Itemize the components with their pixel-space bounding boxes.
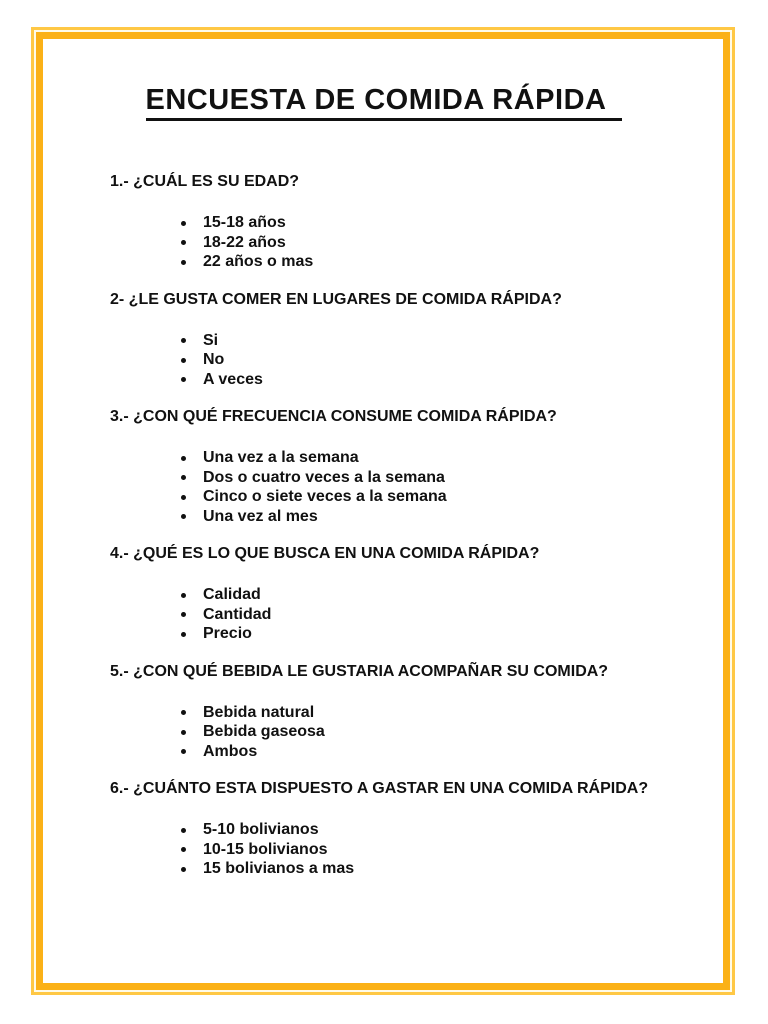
option-item <box>110 859 658 879</box>
question-label: 6.- ¿CUÁNTO ESTA DISPUESTO A GASTAR EN UNA COMIDA RÁPIDA? <box>110 780 649 797</box>
option-label: A veces <box>203 370 263 388</box>
bullet-icon <box>181 456 186 461</box>
option-label: Cantidad <box>203 605 272 623</box>
option-item <box>110 507 658 527</box>
option-label: 15-18 años <box>203 214 286 231</box>
question-block <box>110 405 658 526</box>
option-item <box>110 213 658 233</box>
bullet-icon <box>181 632 186 637</box>
option-label: Una vez a la semana <box>203 449 359 466</box>
option-item <box>110 585 658 605</box>
question-block <box>110 170 658 272</box>
option-label: 10-15 bolivianos <box>203 840 328 858</box>
option-list <box>110 448 658 526</box>
bullet-icon <box>181 495 186 500</box>
bullet-icon <box>181 593 186 598</box>
option-label: Ambos <box>203 742 258 760</box>
option-item <box>110 350 658 370</box>
option-item <box>110 468 658 488</box>
option-label: 5-10 bolivianos <box>203 821 319 838</box>
option-item <box>110 370 658 390</box>
option-item <box>110 703 658 723</box>
question-block <box>110 288 658 390</box>
option-label: 22 años o mas <box>203 253 314 270</box>
option-label: Precio <box>203 625 252 642</box>
question-block <box>110 542 658 644</box>
bullet-icon <box>181 867 186 872</box>
option-list <box>110 703 658 762</box>
option-label: No <box>203 351 225 368</box>
option-list <box>110 331 658 390</box>
option-item <box>110 331 658 351</box>
option-label: Una vez al mes <box>203 507 318 525</box>
option-label: Dos o cuatro veces a la semana <box>203 468 445 486</box>
bullet-icon <box>181 612 186 617</box>
question-label: 4.- ¿QUÉ ES LO QUE BUSCA EN UNA COMIDA RÁPIDA? <box>110 545 540 562</box>
option-label: Bebida natural <box>203 703 315 721</box>
option-item <box>110 605 658 625</box>
bullet-icon <box>181 514 186 519</box>
question-list <box>110 170 658 879</box>
bullet-icon <box>181 475 186 480</box>
option-item <box>110 448 658 468</box>
bullet-icon <box>181 221 186 226</box>
option-label: 18-22 años <box>203 233 286 251</box>
option-list <box>110 213 658 272</box>
option-item <box>110 722 658 742</box>
option-item <box>110 624 658 644</box>
question-label: 3.- ¿CON QUÉ FRECUENCIA CONSUME COMIDA RÁPIDA? <box>110 408 557 425</box>
bullet-icon <box>181 730 186 735</box>
question-block <box>110 660 658 762</box>
option-item <box>110 252 658 272</box>
option-item <box>110 840 658 860</box>
option-label: Bebida gaseosa <box>203 723 325 740</box>
question-label: 5.- ¿CON QUÉ BEBIDA LE GUSTARIA ACOMPAÑAR SU COMIDA? <box>110 662 609 680</box>
option-list <box>110 585 658 644</box>
question-block <box>110 777 658 879</box>
bullet-icon <box>181 260 186 265</box>
option-item <box>110 820 658 840</box>
option-label: Si <box>203 331 219 349</box>
bullet-icon <box>181 338 186 343</box>
option-label: Cinco o siete veces a la semana <box>203 488 447 505</box>
page-title: ENCUESTA DE COMIDA RÁPIDA <box>146 84 623 121</box>
option-item <box>110 487 658 507</box>
option-item <box>110 233 658 253</box>
option-item <box>110 742 658 762</box>
option-label: Calidad <box>203 586 261 603</box>
question-label: 2- ¿LE GUSTA COMER EN LUGARES DE COMIDA RÁPIDA? <box>110 290 562 308</box>
bullet-icon <box>181 377 186 382</box>
bullet-icon <box>181 710 186 715</box>
bullet-icon <box>181 847 186 852</box>
bullet-icon <box>181 240 186 245</box>
option-label: 15 bolivianos a mas <box>203 860 355 877</box>
question-label: 1.- ¿CUÁL ES SU EDAD? <box>110 173 300 190</box>
document-content <box>110 84 658 895</box>
bullet-icon <box>181 358 186 363</box>
option-list <box>110 820 658 879</box>
bullet-icon <box>181 828 186 833</box>
bullet-icon <box>181 749 186 754</box>
title-row <box>110 84 658 121</box>
